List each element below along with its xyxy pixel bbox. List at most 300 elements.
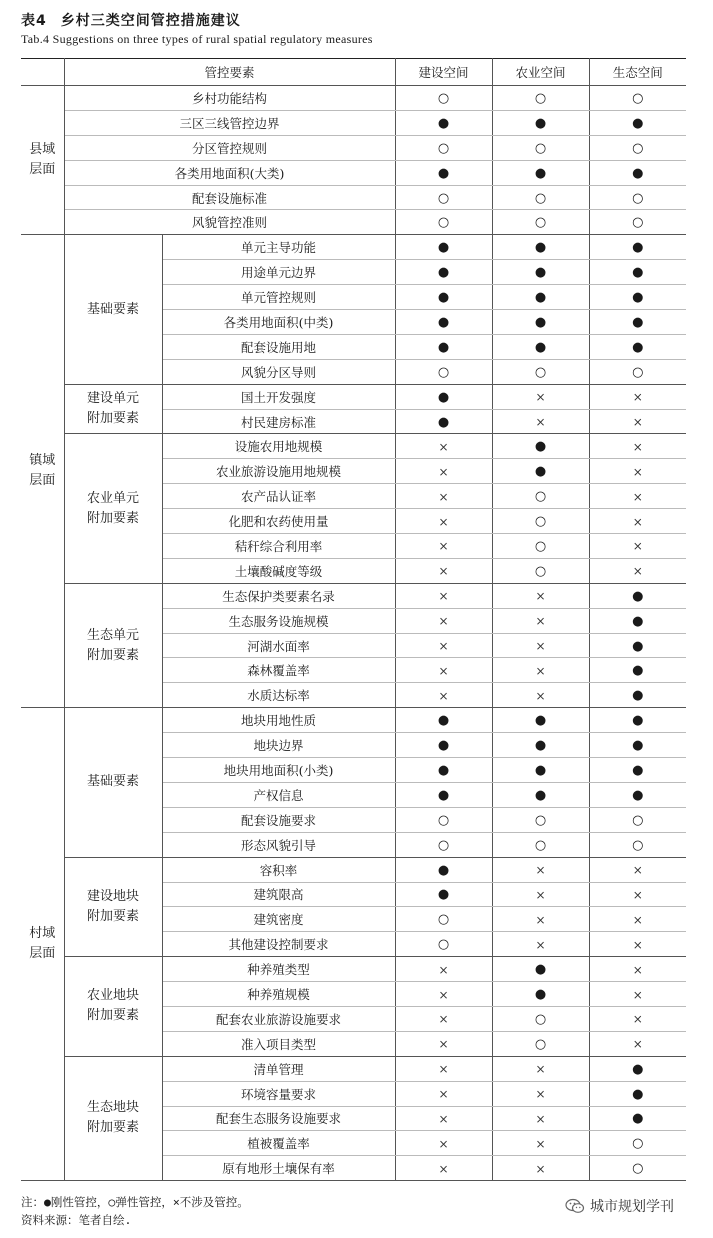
group-label: 基础要素 (64, 708, 162, 857)
cell-ecological (589, 1156, 686, 1181)
table-caption (21, 10, 241, 30)
watermark-text: 城市规划学刊 (590, 1199, 674, 1215)
cell-construction (395, 1081, 492, 1106)
rigid-control-symbol: ● (632, 762, 644, 778)
rigid-control-symbol: ● (437, 713, 450, 729)
no-control-symbol: × (438, 1111, 449, 1126)
rigid-control-symbol: ● (632, 713, 644, 729)
cell-agricultural (492, 957, 589, 982)
no-control-symbol: × (632, 464, 643, 479)
cell-agricultural (492, 310, 589, 335)
no-control-symbol: × (438, 514, 449, 529)
cell-agricultural (492, 683, 589, 708)
table-row (21, 583, 686, 608)
element-name: 分区管控规则 (64, 135, 395, 160)
cell-agricultural (492, 1081, 589, 1106)
no-control-symbol: × (632, 390, 643, 405)
cell-ecological (589, 484, 686, 509)
rigid-control-symbol: ● (632, 265, 644, 281)
cell-construction (395, 733, 492, 758)
rigid-control-symbol: ● (437, 862, 450, 878)
element-name: 国土开发强度 (162, 384, 395, 409)
rigid-control-symbol: ● (534, 713, 547, 729)
element-name: 森林覆盖率 (162, 658, 395, 683)
no-control-symbol: × (438, 1062, 449, 1077)
cell-agricultural (492, 110, 589, 135)
header-agricultural-space: 农业空间 (492, 59, 589, 86)
cell-agricultural (492, 807, 589, 832)
rigid-control-symbol: ● (632, 339, 644, 355)
element-name: 地块用地面积(小类) (162, 758, 395, 783)
element-name: 产权信息 (162, 782, 395, 807)
flexible-control-symbol: ○ (534, 190, 547, 206)
element-name: 生态保护类要素名录 (162, 583, 395, 608)
cell-agricultural (492, 1006, 589, 1031)
table-row (21, 86, 686, 111)
flexible-control-symbol: ○ (437, 90, 450, 106)
flexible-control-symbol: ○ (437, 140, 450, 156)
no-control-symbol: × (535, 639, 546, 654)
rigid-control-symbol: ● (534, 762, 547, 778)
element-name: 农业旅游设施用地规模 (162, 459, 395, 484)
group-label: 建设地块 附加要素 (64, 857, 162, 957)
element-name: 各类用地面积(大类) (64, 160, 395, 185)
cell-construction (395, 832, 492, 857)
no-control-symbol: × (535, 863, 546, 878)
no-control-symbol: × (535, 1111, 546, 1126)
cell-agricultural (492, 260, 589, 285)
rigid-control-symbol: ● (437, 762, 450, 778)
cell-ecological (589, 658, 686, 683)
element-name: 生态服务设施规模 (162, 608, 395, 633)
rigid-control-symbol: ● (534, 339, 547, 355)
element-name: 设施农用地规模 (162, 434, 395, 459)
no-control-symbol: × (632, 539, 643, 554)
element-name: 种养殖类型 (162, 957, 395, 982)
no-control-symbol: × (632, 489, 643, 504)
cell-ecological (589, 210, 686, 235)
cell-ecological (589, 434, 686, 459)
no-control-symbol: × (438, 987, 449, 1002)
rigid-control-symbol: ● (534, 115, 547, 131)
element-name: 配套设施标准 (64, 185, 395, 210)
rigid-control-symbol: ● (437, 339, 450, 355)
no-control-symbol: × (535, 887, 546, 902)
rigid-control-symbol: ● (632, 588, 644, 604)
header-ecological-space: 生态空间 (589, 59, 686, 86)
rigid-control-symbol: ● (437, 389, 450, 405)
source-note: 资料来源：笔者自绘. (21, 1213, 132, 1227)
table-header-row (21, 59, 686, 86)
cell-construction (395, 110, 492, 135)
cell-construction (395, 334, 492, 359)
level-label-county: 县域 层面 (21, 86, 64, 235)
cell-ecological (589, 932, 686, 957)
cell-construction (395, 957, 492, 982)
cell-construction (395, 534, 492, 559)
cell-construction (395, 210, 492, 235)
cell-agricultural (492, 359, 589, 384)
no-control-symbol: × (632, 987, 643, 1002)
cell-construction (395, 285, 492, 310)
rigid-control-symbol: ● (437, 887, 450, 903)
rigid-control-symbol: ● (632, 290, 644, 306)
cell-construction (395, 310, 492, 335)
cell-construction (395, 484, 492, 509)
cell-ecological (589, 1131, 686, 1156)
cell-agricultural (492, 235, 589, 260)
rigid-control-symbol: ● (534, 987, 547, 1002)
cell-agricultural (492, 608, 589, 633)
cell-agricultural (492, 1106, 589, 1131)
element-name: 地块边界 (162, 733, 395, 758)
element-name: 村民建房标准 (162, 409, 395, 434)
cell-construction (395, 1156, 492, 1181)
table-row (21, 857, 686, 882)
group-label: 生态地块 附加要素 (64, 1056, 162, 1180)
no-control-symbol: × (535, 614, 546, 629)
cell-construction (395, 384, 492, 409)
cell-construction (395, 708, 492, 733)
cell-ecological (589, 1031, 686, 1056)
no-control-symbol: × (535, 937, 546, 952)
rigid-control-symbol: ● (534, 240, 547, 256)
table-row (21, 110, 686, 135)
group-label: 农业单元 附加要素 (64, 434, 162, 583)
cell-construction (395, 583, 492, 608)
cell-construction (395, 882, 492, 907)
flexible-control-symbol: ○ (534, 812, 547, 828)
flexible-control-symbol: ○ (632, 190, 644, 206)
cell-construction (395, 932, 492, 957)
flexible-control-symbol: ○ (534, 837, 547, 853)
flexible-control-symbol: ○ (534, 1036, 547, 1052)
cell-ecological (589, 782, 686, 807)
flexible-control-symbol: ○ (437, 912, 450, 928)
rigid-control-symbol: ● (534, 290, 547, 306)
cell-ecological (589, 459, 686, 484)
rigid-control-symbol: ● (437, 115, 450, 131)
cell-construction (395, 782, 492, 807)
flexible-control-symbol: ○ (632, 364, 644, 380)
cell-agricultural (492, 658, 589, 683)
header-construction-space: 建设空间 (395, 59, 492, 86)
element-name: 农产品认证率 (162, 484, 395, 509)
cell-construction (395, 558, 492, 583)
element-name: 建筑限高 (162, 882, 395, 907)
no-control-symbol: × (632, 514, 643, 529)
no-control-symbol: × (438, 962, 449, 977)
rigid-control-symbol: ● (632, 688, 644, 704)
cell-construction (395, 758, 492, 783)
cell-agricultural (492, 285, 589, 310)
cell-construction (395, 658, 492, 683)
cell-agricultural (492, 509, 589, 534)
cell-construction (395, 683, 492, 708)
no-control-symbol: × (535, 1161, 546, 1176)
table-row (21, 708, 686, 733)
rigid-control-symbol: ● (632, 638, 644, 654)
rigid-control-symbol: ● (534, 265, 547, 281)
element-name: 化肥和农药使用量 (162, 509, 395, 534)
cell-agricultural (492, 334, 589, 359)
element-name: 建筑密度 (162, 907, 395, 932)
cell-agricultural (492, 583, 589, 608)
cell-agricultural (492, 882, 589, 907)
element-name: 种养殖规模 (162, 982, 395, 1007)
flexible-control-symbol: ○ (534, 514, 547, 530)
element-name: 环境容量要求 (162, 1081, 395, 1106)
flexible-control-symbol: ○ (437, 837, 450, 853)
element-name: 配套设施用地 (162, 334, 395, 359)
flexible-control-symbol: ○ (534, 140, 547, 156)
group-label: 生态单元 附加要素 (64, 583, 162, 707)
cell-construction (395, 1006, 492, 1031)
cell-agricultural (492, 1131, 589, 1156)
cell-agricultural (492, 733, 589, 758)
rigid-control-symbol: ● (632, 663, 644, 679)
cell-ecological (589, 683, 686, 708)
rigid-control-symbol: ● (632, 787, 644, 803)
no-control-symbol: × (438, 1161, 449, 1176)
no-control-symbol: × (535, 1136, 546, 1151)
cell-ecological (589, 1006, 686, 1031)
cell-construction (395, 1106, 492, 1131)
element-name: 配套设施要求 (162, 807, 395, 832)
cell-construction (395, 160, 492, 185)
cell-agricultural (492, 932, 589, 957)
no-control-symbol: × (632, 887, 643, 902)
rigid-control-symbol: ● (632, 1086, 644, 1102)
no-control-symbol: × (535, 1087, 546, 1102)
flexible-control-symbol: ○ (437, 190, 450, 206)
element-name: 清单管理 (162, 1056, 395, 1081)
cell-ecological (589, 633, 686, 658)
cell-agricultural (492, 434, 589, 459)
cell-ecological (589, 733, 686, 758)
no-control-symbol: × (632, 1037, 643, 1052)
cell-ecological (589, 86, 686, 111)
cell-agricultural (492, 1056, 589, 1081)
flexible-control-symbol: ○ (632, 1136, 644, 1152)
cell-ecological (589, 882, 686, 907)
no-control-symbol: × (438, 614, 449, 629)
cell-construction (395, 185, 492, 210)
element-name: 单元管控规则 (162, 285, 395, 310)
table-row (21, 210, 686, 235)
element-name: 容积率 (162, 857, 395, 882)
rigid-control-symbol: ● (534, 738, 547, 754)
cell-agricultural (492, 86, 589, 111)
element-name: 其他建设控制要求 (162, 932, 395, 957)
cell-construction (395, 409, 492, 434)
cell-ecological (589, 334, 686, 359)
wechat-icon (565, 1198, 585, 1214)
cell-agricultural (492, 409, 589, 434)
rigid-control-symbol: ● (632, 1111, 644, 1127)
flexible-control-symbol: ○ (632, 1161, 644, 1177)
no-control-symbol: × (535, 688, 546, 703)
cell-ecological (589, 857, 686, 882)
no-control-symbol: × (535, 912, 546, 927)
table-row (21, 384, 686, 409)
cell-ecological (589, 608, 686, 633)
cell-ecological (589, 235, 686, 260)
cell-ecological (589, 409, 686, 434)
table-body (21, 86, 686, 1181)
flexible-control-symbol: ○ (534, 364, 547, 380)
regulatory-measures-table (21, 58, 686, 1181)
rigid-control-symbol: ● (437, 240, 450, 256)
cell-construction (395, 459, 492, 484)
cell-agricultural (492, 982, 589, 1007)
no-control-symbol: × (438, 1136, 449, 1151)
cell-agricultural (492, 758, 589, 783)
level-label-village: 村域 层面 (21, 708, 64, 1181)
flexible-control-symbol: ○ (437, 937, 450, 953)
cell-agricultural (492, 1156, 589, 1181)
cell-ecological (589, 160, 686, 185)
flexible-control-symbol: ○ (437, 812, 450, 828)
no-control-symbol: × (632, 415, 643, 430)
rigid-control-symbol: ● (437, 290, 450, 306)
flexible-control-symbol: ○ (632, 215, 644, 231)
cell-ecological (589, 260, 686, 285)
no-control-symbol: × (438, 1037, 449, 1052)
flexible-control-symbol: ○ (437, 364, 450, 380)
legend-note: 注：●刚性管控，○弹性管控，×不涉及管控。 (21, 1195, 249, 1209)
cell-agricultural (492, 558, 589, 583)
cell-construction (395, 434, 492, 459)
table-row (21, 235, 686, 260)
no-control-symbol: × (438, 539, 449, 554)
cell-construction (395, 633, 492, 658)
cell-agricultural (492, 857, 589, 882)
cell-ecological (589, 384, 686, 409)
cell-construction (395, 1056, 492, 1081)
cell-construction (395, 509, 492, 534)
rigid-control-symbol: ● (632, 1061, 644, 1077)
flexible-control-symbol: ○ (534, 90, 547, 106)
watermark (565, 1196, 674, 1216)
cell-ecological (589, 185, 686, 210)
element-name: 形态风貌引导 (162, 832, 395, 857)
level-label-town: 镇域 层面 (21, 235, 64, 708)
table-number: 表4 (21, 13, 47, 29)
rigid-control-symbol: ● (534, 165, 547, 181)
no-control-symbol: × (438, 464, 449, 479)
cell-ecological (589, 359, 686, 384)
flexible-control-symbol: ○ (632, 140, 644, 156)
cell-agricultural (492, 633, 589, 658)
table-row (21, 160, 686, 185)
flexible-control-symbol: ○ (632, 837, 644, 853)
cell-agricultural (492, 782, 589, 807)
rigid-control-symbol: ● (632, 240, 644, 256)
no-control-symbol: × (535, 415, 546, 430)
cell-agricultural (492, 185, 589, 210)
no-control-symbol: × (438, 489, 449, 504)
element-name: 准入项目类型 (162, 1031, 395, 1056)
cell-agricultural (492, 135, 589, 160)
flexible-control-symbol: ○ (632, 90, 644, 106)
cell-ecological (589, 135, 686, 160)
cell-agricultural (492, 907, 589, 932)
cell-ecological (589, 1081, 686, 1106)
rigid-control-symbol: ● (632, 613, 644, 629)
no-control-symbol: × (438, 688, 449, 703)
no-control-symbol: × (535, 1062, 546, 1077)
table-notes (21, 1193, 249, 1229)
no-control-symbol: × (632, 564, 643, 579)
no-control-symbol: × (632, 863, 643, 878)
element-name: 乡村功能结构 (64, 86, 395, 111)
rigid-control-symbol: ● (437, 738, 450, 754)
cell-agricultural (492, 1031, 589, 1056)
no-control-symbol: × (535, 663, 546, 678)
no-control-symbol: × (438, 1012, 449, 1027)
no-control-symbol: × (438, 439, 449, 454)
cell-agricultural (492, 160, 589, 185)
table-title-english: Tab.4 Suggestions on three types of rural spatial regulatory measures (21, 32, 373, 46)
cell-construction (395, 86, 492, 111)
table-row (21, 1056, 686, 1081)
cell-ecological (589, 957, 686, 982)
table-row (21, 957, 686, 982)
cell-ecological (589, 110, 686, 135)
element-name: 配套生态服务设施要求 (162, 1106, 395, 1131)
cell-agricultural (492, 210, 589, 235)
rigid-control-symbol: ● (437, 414, 450, 430)
cell-ecological (589, 509, 686, 534)
element-name: 地块用地性质 (162, 708, 395, 733)
element-name: 用途单元边界 (162, 260, 395, 285)
rigid-control-symbol: ● (437, 165, 450, 181)
flexible-control-symbol: ○ (534, 489, 547, 505)
cell-agricultural (492, 484, 589, 509)
no-control-symbol: × (535, 390, 546, 405)
cell-agricultural (492, 459, 589, 484)
element-name: 原有地形土壤保有率 (162, 1156, 395, 1181)
cell-ecological (589, 832, 686, 857)
cell-ecological (589, 1106, 686, 1131)
group-label: 农业地块 附加要素 (64, 957, 162, 1057)
no-control-symbol: × (632, 912, 643, 927)
cell-ecological (589, 310, 686, 335)
element-name: 各类用地面积(中类) (162, 310, 395, 335)
no-control-symbol: × (632, 962, 643, 977)
rigid-control-symbol: ● (437, 787, 450, 803)
rigid-control-symbol: ● (632, 314, 644, 330)
table-row (21, 434, 686, 459)
table-title: 乡村三类空间管控措施建议 (60, 13, 241, 29)
cell-agricultural (492, 708, 589, 733)
cell-construction (395, 608, 492, 633)
element-name: 河湖水面率 (162, 633, 395, 658)
no-control-symbol: × (438, 1087, 449, 1102)
no-control-symbol: × (632, 937, 643, 952)
cell-construction (395, 1131, 492, 1156)
no-control-symbol: × (535, 589, 546, 604)
table-row (21, 135, 686, 160)
cell-ecological (589, 708, 686, 733)
flexible-control-symbol: ○ (534, 563, 547, 579)
cell-construction (395, 359, 492, 384)
element-name: 水质达标率 (162, 683, 395, 708)
rigid-control-symbol: ● (534, 962, 547, 978)
cell-ecological (589, 534, 686, 559)
element-name: 土壤酸碱度等级 (162, 558, 395, 583)
